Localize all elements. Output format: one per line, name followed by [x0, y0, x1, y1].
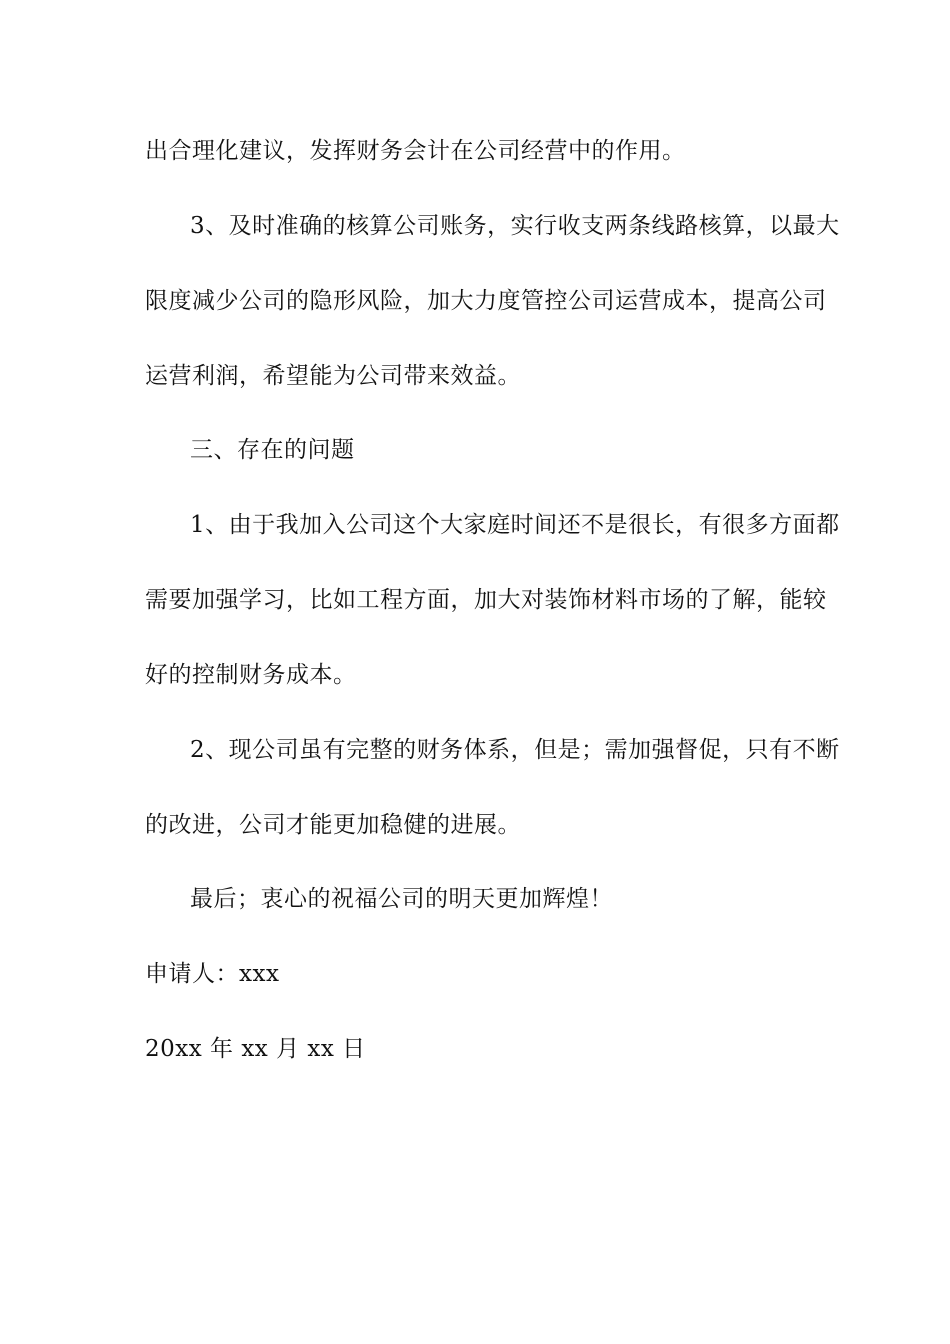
text-line: 的改进，公司才能更加稳健的进展。 — [145, 812, 521, 838]
text-line: 需要加强学习，比如工程方面，加大对装饰材料市场的了解，能较 — [145, 587, 827, 613]
text-line: 限度减少公司的隐形风险，加大力度管控公司运营成本，提高公司 — [145, 288, 827, 314]
closing-line: 最后；衷心的祝福公司的明天更加辉煌！ — [190, 886, 613, 912]
text-line: 出合理化建议，发挥财务会计在公司经营中的作用。 — [145, 138, 686, 164]
text-line: 运营利润，希望能为公司带来效益。 — [145, 363, 521, 389]
text-line: 3、及时准确的核算公司账务，实行收支两条线路核算，以最大 — [190, 213, 840, 239]
date-line: 20xx 年 xx 月 xx 日 — [145, 1036, 366, 1062]
section-heading: 三、存在的问题 — [190, 437, 355, 463]
text-line: 2、现公司虽有完整的财务体系，但是；需加强督促，只有不断 — [190, 737, 840, 763]
applicant-line: 申请人：xxx — [145, 961, 280, 987]
text-line: 好的控制财务成本。 — [145, 662, 357, 688]
text-line: 1、由于我加入公司这个大家庭时间还不是很长，有很多方面都 — [190, 512, 840, 538]
